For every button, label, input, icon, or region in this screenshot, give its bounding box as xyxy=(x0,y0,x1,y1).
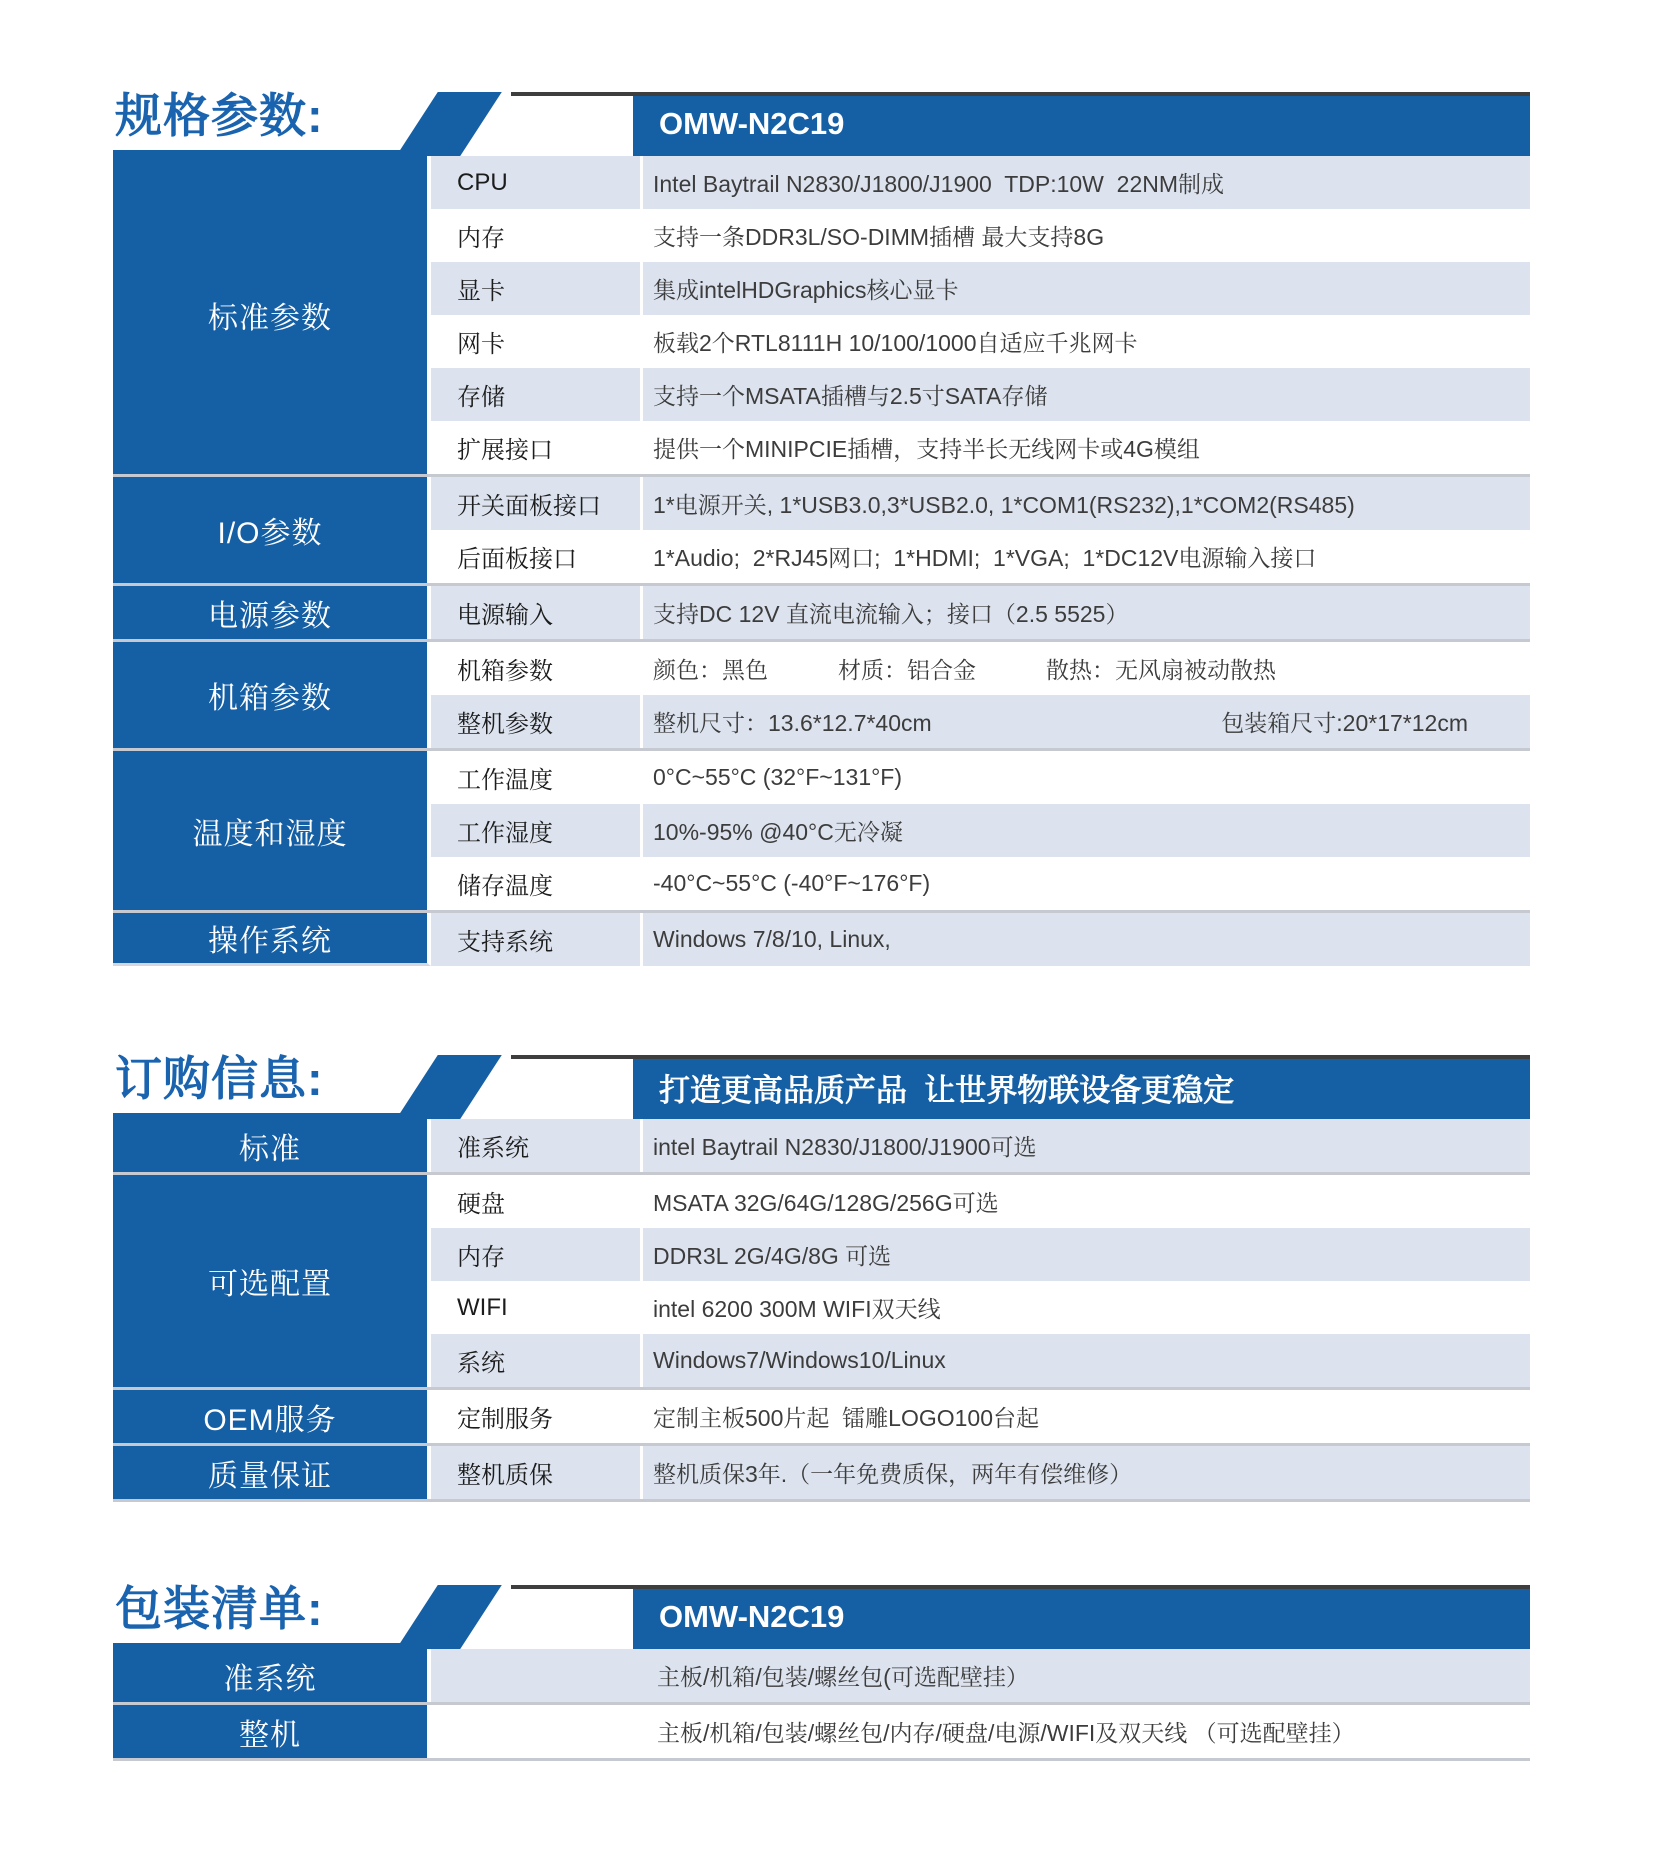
row-value xyxy=(643,1175,1530,1228)
row-value xyxy=(643,695,1530,748)
spec-group xyxy=(113,1702,1530,1758)
table-row xyxy=(431,1119,1530,1172)
group-rows xyxy=(431,913,1530,966)
table-row xyxy=(431,695,1530,748)
value-text: 集成intelHDGraphics核心显卡 xyxy=(653,277,959,303)
row-label: 储存温度 xyxy=(431,857,643,910)
row-label: 内存 xyxy=(431,209,643,262)
header-slash-shape xyxy=(396,1585,502,1649)
row-label: CPU xyxy=(431,156,643,209)
group-rows xyxy=(431,1649,1530,1702)
section-specs xyxy=(113,89,1530,966)
value-text: 1*Audio; 2*RJ45网口; 1*HDMI; 1*VGA; 1*DC12V电源输入接口 xyxy=(653,545,1317,571)
row-label: 机箱参数 xyxy=(431,642,643,695)
section-body xyxy=(113,1119,1530,1502)
row-value xyxy=(431,1649,1530,1702)
row-label: 内存 xyxy=(431,1228,643,1281)
row-label: 整机参数 xyxy=(431,695,643,748)
group-label: OEM服务 xyxy=(113,1390,431,1443)
value-part: 材质：铝合金 xyxy=(838,657,976,683)
header-top-line xyxy=(511,1055,1530,1059)
section-packing xyxy=(113,1582,1530,1761)
spec-group xyxy=(113,748,1530,910)
section-header xyxy=(113,1052,1530,1119)
table-row xyxy=(431,1334,1530,1387)
value-part: 颜色：黑色 xyxy=(653,657,768,683)
header-banner: OMW-N2C19 xyxy=(633,1585,1530,1649)
section-header xyxy=(113,1582,1530,1649)
row-label: 存储 xyxy=(431,368,643,421)
group-rows xyxy=(431,1390,1530,1443)
group-label: 温度和湿度 xyxy=(113,751,431,910)
value-text: 定制主板500片起 镭雕LOGO100台起 xyxy=(653,1405,1039,1431)
row-value xyxy=(643,642,1530,695)
table-row xyxy=(431,642,1530,695)
row-label: 支持系统 xyxy=(431,913,643,966)
spec-group xyxy=(113,1119,1530,1172)
value-part: 散热：无风扇被动散热 xyxy=(1046,657,1276,683)
row-value xyxy=(643,156,1530,209)
table-row xyxy=(431,1175,1530,1228)
section-title: 订购信息: xyxy=(115,1052,324,1105)
row-label: 电源输入 xyxy=(431,586,643,639)
group-label: 电源参数 xyxy=(113,586,431,639)
row-value xyxy=(643,1281,1530,1334)
value-text: 主板/机箱/包装/螺丝包(可选配壁挂） xyxy=(657,1664,1029,1690)
group-rows xyxy=(431,586,1530,639)
row-value xyxy=(643,1390,1530,1443)
table-row xyxy=(431,1390,1530,1443)
value-text: -40°C~55°C (-40°F~176°F) xyxy=(653,870,931,896)
section-body xyxy=(113,1649,1530,1761)
spec-group xyxy=(113,156,1530,474)
value-text-right: 包装箱尺寸:20*17*12cm xyxy=(1221,710,1468,736)
group-label: I/O参数 xyxy=(113,477,431,583)
header-banner: OMW-N2C19 xyxy=(633,92,1530,156)
group-rows xyxy=(431,156,1530,474)
row-value xyxy=(643,315,1530,368)
title-underline xyxy=(113,150,409,156)
row-value xyxy=(643,209,1530,262)
table-row xyxy=(431,262,1530,315)
spec-group xyxy=(113,474,1530,583)
spec-group xyxy=(113,583,1530,639)
row-value xyxy=(643,751,1530,804)
group-label: 操作系统 xyxy=(113,913,431,966)
spec-group xyxy=(113,1649,1530,1702)
row-value xyxy=(643,368,1530,421)
row-value xyxy=(643,857,1530,910)
header-slash-shape xyxy=(396,92,502,156)
group-rows xyxy=(431,1175,1530,1387)
row-label: 开关面板接口 xyxy=(431,477,643,530)
title-underline xyxy=(113,1643,409,1649)
value-text: 10%-95% @40°C无冷凝 xyxy=(653,819,903,845)
value-text: intel 6200 300M WIFI双天线 xyxy=(653,1296,941,1322)
table-row xyxy=(431,804,1530,857)
row-label: 系统 xyxy=(431,1334,643,1387)
group-rows xyxy=(431,642,1530,748)
section-title: 规格参数: xyxy=(115,89,324,142)
group-label: 机箱参数 xyxy=(113,642,431,748)
row-value xyxy=(643,913,1530,966)
group-rows xyxy=(431,1705,1530,1758)
row-value xyxy=(643,586,1530,639)
row-value xyxy=(643,1119,1530,1172)
table-row xyxy=(431,1705,1530,1758)
value-text: 支持一条DDR3L/SO-DIMM插槽 最大支持8G xyxy=(653,224,1105,250)
group-label: 质量保证 xyxy=(113,1446,431,1499)
row-label: 扩展接口 xyxy=(431,421,643,474)
value-text: 主板/机箱/包装/螺丝包/内存/硬盘/电源/WIFI及双天线 （可选配壁挂） xyxy=(657,1720,1355,1746)
group-rows xyxy=(431,751,1530,910)
table-row xyxy=(431,530,1530,583)
spec-group xyxy=(113,1387,1530,1443)
group-label: 准系统 xyxy=(113,1649,431,1702)
row-label: 定制服务 xyxy=(431,1390,643,1443)
title-underline xyxy=(113,1113,409,1119)
row-value xyxy=(431,1705,1530,1758)
row-value xyxy=(643,1334,1530,1387)
group-rows xyxy=(431,477,1530,583)
table-row xyxy=(431,315,1530,368)
row-label: WIFI xyxy=(431,1281,643,1334)
table-row xyxy=(431,156,1530,209)
header-banner: 打造更高品质产品 让世界物联设备更稳定 xyxy=(633,1055,1530,1119)
table-row xyxy=(431,1228,1530,1281)
row-label: 网卡 xyxy=(431,315,643,368)
group-rows xyxy=(431,1446,1530,1499)
spec-group xyxy=(113,910,1530,966)
header-top-line xyxy=(511,1585,1530,1589)
section-header xyxy=(113,89,1530,156)
table-row xyxy=(431,368,1530,421)
row-label: 整机质保 xyxy=(431,1446,643,1499)
group-label: 标准参数 xyxy=(113,156,431,474)
value-text: Windows7/Windows10/Linux xyxy=(653,1347,946,1373)
row-value xyxy=(643,804,1530,857)
value-text: 整机质保3年.（一年免费质保，两年有偿维修） xyxy=(653,1461,1133,1487)
table-row xyxy=(431,477,1530,530)
group-rows xyxy=(431,1119,1530,1172)
row-value xyxy=(643,1446,1530,1499)
header-slash-shape xyxy=(396,1055,502,1119)
table-row xyxy=(431,857,1530,910)
row-label: 显卡 xyxy=(431,262,643,315)
group-label: 标准 xyxy=(113,1119,431,1172)
section-title: 包装清单: xyxy=(115,1582,324,1635)
spec-group xyxy=(113,1172,1530,1387)
table-row xyxy=(431,209,1530,262)
value-text: Windows 7/8/10, Linux, xyxy=(653,926,891,952)
value-text: 支持DC 12V 直流电流输入；接口（2.5 5525） xyxy=(653,601,1129,627)
spec-group xyxy=(113,1443,1530,1499)
value-text: 整机尺寸：13.6*12.7*40cm xyxy=(653,710,932,736)
row-label: 工作温度 xyxy=(431,751,643,804)
table-row xyxy=(431,913,1530,966)
row-label: 后面板接口 xyxy=(431,530,643,583)
group-label: 可选配置 xyxy=(113,1175,431,1387)
spec-group xyxy=(113,639,1530,748)
table-row xyxy=(431,751,1530,804)
value-text: Intel Baytrail N2830/J1800/J1900 TDP:10W 22NM制成 xyxy=(653,171,1225,197)
row-value xyxy=(643,530,1530,583)
header-top-line xyxy=(511,92,1530,96)
value-text: 提供一个MINIPCIE插槽，支持半长无线网卡或4G模组 xyxy=(653,436,1200,462)
value-text: MSATA 32G/64G/128G/256G可选 xyxy=(653,1190,999,1216)
value-text: intel Baytrail N2830/J1800/J1900可选 xyxy=(653,1134,1037,1160)
row-label: 硬盘 xyxy=(431,1175,643,1228)
value-text: 支持一个MSATA插槽与2.5寸SATA存储 xyxy=(653,383,1048,409)
table-row xyxy=(431,421,1530,474)
table-row xyxy=(431,1281,1530,1334)
row-value xyxy=(643,1228,1530,1281)
row-label: 准系统 xyxy=(431,1119,643,1172)
row-value xyxy=(643,477,1530,530)
row-value xyxy=(643,421,1530,474)
group-label: 整机 xyxy=(113,1705,431,1758)
row-label: 工作湿度 xyxy=(431,804,643,857)
table-row xyxy=(431,1649,1530,1702)
section-body xyxy=(113,156,1530,966)
value-text: 1*电源开关, 1*USB3.0,3*USB2.0, 1*COM1(RS232),1*COM2(RS485) xyxy=(653,492,1355,518)
section-order xyxy=(113,1052,1530,1502)
table-row xyxy=(431,586,1530,639)
row-value xyxy=(643,262,1530,315)
value-text: DDR3L 2G/4G/8G 可选 xyxy=(653,1243,892,1269)
table-row xyxy=(431,1446,1530,1499)
value-text: 板载2个RTL8111H 10/100/1000自适应千兆网卡 xyxy=(653,330,1138,356)
value-text: 0°C~55°C (32°F~131°F) xyxy=(653,764,903,790)
